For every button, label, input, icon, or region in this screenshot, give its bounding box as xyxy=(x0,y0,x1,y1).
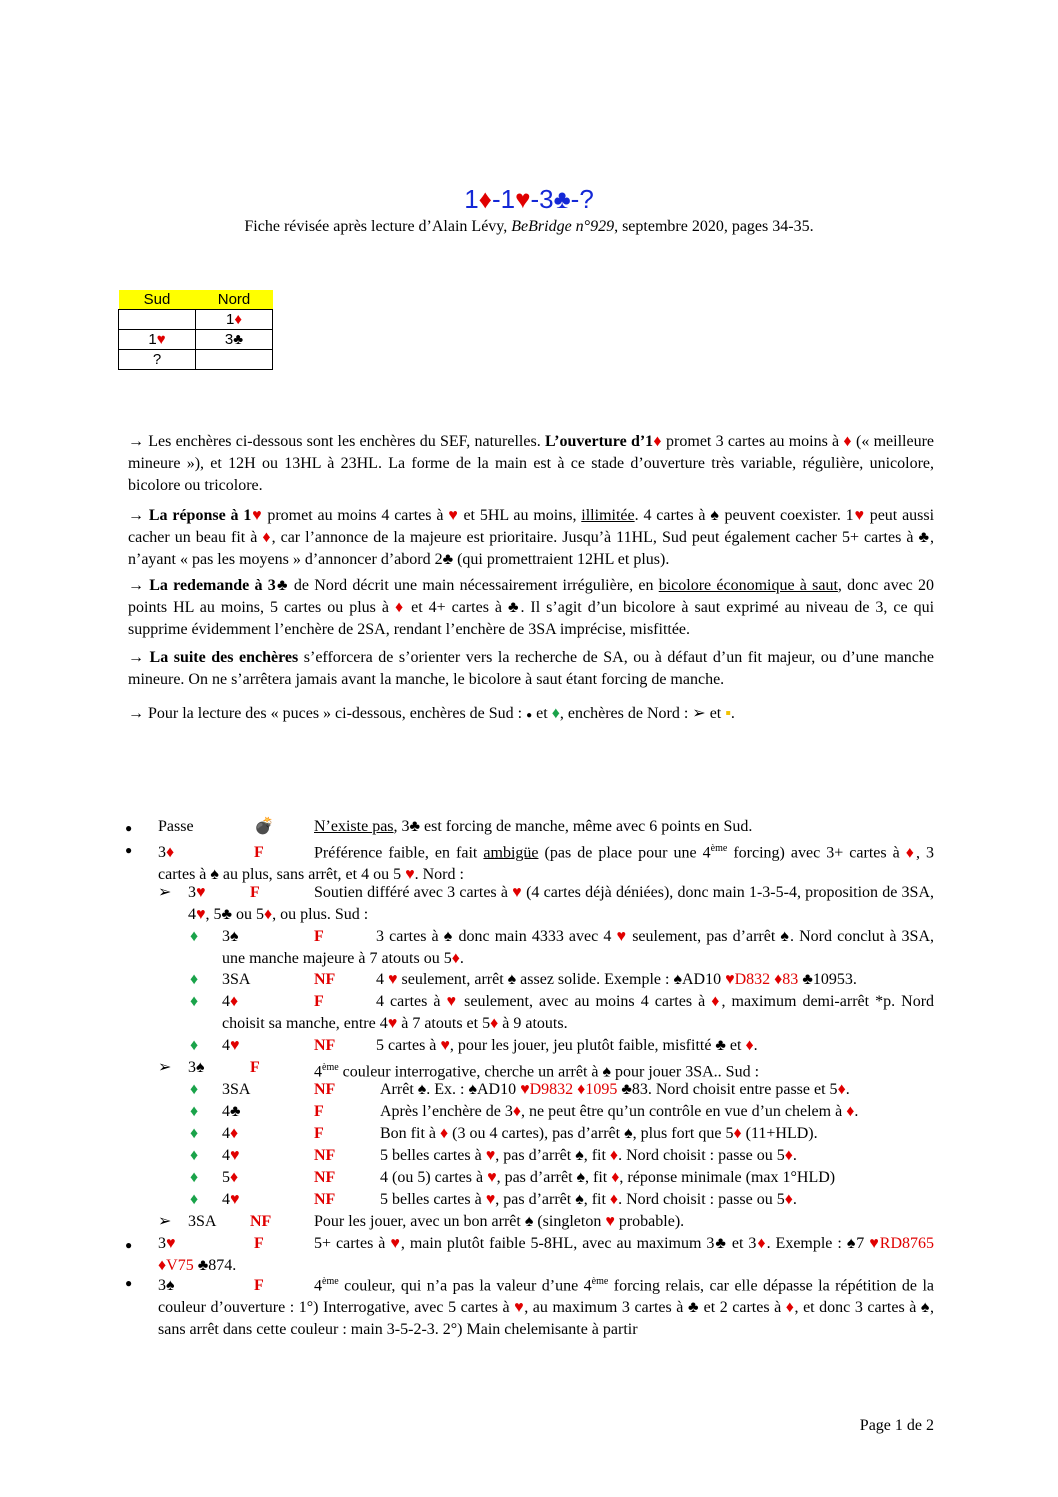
bid-tag: NF xyxy=(314,1191,336,1208)
sud-bullet: ● xyxy=(125,1276,133,1290)
bid-label: 4♥ xyxy=(222,1037,240,1054)
entry-text: 3♦ F Préférence faible, en fait ambigüe (pas de place pour une 4ème forcing) avec 3+ cartes à ♦, 3 cartes à ♠ au plus, sans arrêt, et 4 ou 5 ♥. Nord : xyxy=(158,843,935,884)
sud-bullet: ● xyxy=(125,821,133,835)
bid-tag: F xyxy=(250,1059,260,1076)
bid-label: 4♦ xyxy=(222,1125,239,1142)
sud-diamond-bullet: ♦ xyxy=(190,993,199,1010)
sud-bullet: ● xyxy=(125,1238,133,1252)
sud-diamond-bullet: ♦ xyxy=(190,971,199,988)
entry-text: N’existe pas, 3♣ est forcing de manche, même avec 6 points en Sud. xyxy=(314,818,753,835)
nord-bullet: ➢ xyxy=(158,1213,172,1230)
entry-text: 5 belles cartes à ♥, pas d’arrêt ♠, fit ♦. Nord choisit : passe ou 5♦. xyxy=(380,1191,797,1208)
bid-nord xyxy=(196,350,273,370)
bidding-row xyxy=(119,330,273,350)
bid-tag: F xyxy=(314,1103,324,1120)
bid-label: 5♦ xyxy=(222,1169,239,1186)
sud-diamond-bullet: ♦ xyxy=(190,1125,199,1142)
entry-text: Arrêt ♠. Ex. : ♠AD10 ♥D9832 ♦1095 ♣83. Nord choisit entre passe et 5♦. xyxy=(380,1081,850,1098)
bidding-table xyxy=(118,290,273,370)
bid-nord: 1♦ xyxy=(196,310,273,330)
bid-label: Passe xyxy=(158,818,194,835)
entry-text: 4♦ F 4 cartes à ♥ seulement, avec au moins 4 cartes à ♦, maximum demi-arrêt *p. Nord choisit sa manche, entre 4♥ à 7 atouts et 5♦ à 9 atouts. xyxy=(222,993,935,1032)
bid-label: 3SA xyxy=(222,1081,251,1098)
bidding-row xyxy=(119,350,273,370)
entry-text: 5 cartes à ♥, pour les jouer, jeu plutôt faible, misfitté ♣ et ♦. xyxy=(376,1037,758,1054)
sud-diamond-bullet: ♦ xyxy=(190,1081,199,1098)
page-footer: Page 1 de 2 xyxy=(859,1417,934,1434)
entry-text: Bon fit à ♦ (3 ou 4 cartes), pas d’arrêt ♠, plus fort que 5♦ (11+HLD). xyxy=(380,1125,818,1142)
bid-tag: NF xyxy=(314,1081,336,1098)
intro-paragraph: → Pour la lecture des « puces » ci-dessous, enchères de Sud : ● et ♦, enchères de Nord : ➢ et ▪. xyxy=(128,705,735,722)
bomb-icon: 💣 xyxy=(254,818,274,835)
subtitle: Fiche révisée après lecture d’Alain Lévy, BeBridge n°929, septembre 2020, pages 34-35. xyxy=(244,218,814,235)
sud-diamond-bullet: ♦ xyxy=(190,1147,199,1164)
bidding-header-row xyxy=(119,290,273,310)
entry-text: 3♥ F 5+ cartes à ♥, main plutôt faible 5-8HL, avec au maximum 3♣ et 3♦. Exemple : ♠7 ♥RD8765 ♦V75 ♣874. xyxy=(158,1235,935,1274)
bid-label: 3SA xyxy=(188,1213,217,1230)
sud-diamond-bullet: ♦ xyxy=(190,928,199,945)
sud-diamond-bullet: ♦ xyxy=(190,1191,199,1208)
bidding-row xyxy=(119,310,273,330)
bid-label: 3♠ xyxy=(188,1059,205,1076)
entry-text: 3♠ F 3 cartes à ♠ donc main 4333 avec 4 ♥ seulement, pas d’arrêt ♠. Nord conclut à 3SA, une manche majeure à 7 atouts ou 5♦. xyxy=(222,928,935,967)
bid-tag: NF xyxy=(314,1037,336,1054)
bid-tag: NF xyxy=(314,1169,336,1186)
bid-sud: ? xyxy=(119,350,196,370)
bid-label: 4♥ xyxy=(222,1191,240,1208)
header-sud: Sud xyxy=(119,290,196,310)
entry-text: 4 ♥ seulement, arrêt ♠ assez solide. Exemple : ♠AD10 ♥D832 ♦83 ♣10953. xyxy=(376,971,857,988)
bid-tag: NF xyxy=(314,1147,336,1164)
header-nord: Nord xyxy=(196,290,273,310)
sud-diamond-bullet: ♦ xyxy=(190,1037,199,1054)
intro-paragraph: → La redemande à 3♣ de Nord décrit une main nécessairement irrégulière, en bicolore économique à saut, donc avec 20 points HL au moins, 5 cartes ou plus à ♦ et 4+ cartes à ♣. Il s’agit d’un bicolore à saut exprimé au niveau de 3, ce qui supprime évidemment l’enchère de 2SA, rendant l’enchère de 3SA imprécise, misfittée. xyxy=(128,577,935,638)
bid-tag: NF xyxy=(250,1213,272,1230)
intro-paragraph: → Les enchères ci-dessous sont les enchères du SEF, naturelles. L’ouverture d’1♦ promet 3 cartes au moins à ♦ (« meilleure mineure »), et 12H ou 13HL à 23HL. La forme de la main est à ce stade d’ouverture très variable, régulière, unicolore, bicolore ou tricolore. xyxy=(128,433,935,494)
entry-text: 5 belles cartes à ♥, pas d’arrêt ♠, fit ♦. Nord choisit : passe ou 5♦. xyxy=(380,1147,797,1164)
bid-tag: F xyxy=(314,1125,324,1142)
bid-label: 3SA xyxy=(222,971,251,988)
entry-text: Pour les jouer, avec un bon arrêt ♠ (singleton ♥ probable). xyxy=(314,1213,685,1230)
page-title: 1♦-1♥-3♣-? xyxy=(464,184,594,214)
bid-sud xyxy=(119,310,196,330)
bid-tag: NF xyxy=(314,971,336,988)
sud-bullet: ● xyxy=(125,843,133,857)
bid-label: 4♣ xyxy=(222,1103,241,1120)
entry-text: 4ème couleur interrogative, cherche un arrêt à ♠ pour jouer 3SA.. Sud : xyxy=(314,1062,760,1081)
bid-label: 4♥ xyxy=(222,1147,240,1164)
intro-paragraph: → La réponse à 1♥ promet au moins 4 cartes à ♥ et 5HL au moins, illimitée. 4 cartes à ♠ peuvent coexister. 1♥ peut aussi cacher un beau fit à ♦, car l’annonce de la majeure est prioritaire. Jusqu’à 11HL, Sud peut également cacher 5+ cartes à ♣, n’ayant « pas les moyens » d’annoncer d’abord 2♣ (qui promettraient 12HL et plus). xyxy=(128,507,935,568)
bid-sud: 1♥ xyxy=(119,330,196,350)
nord-bullet: ➢ xyxy=(158,1059,172,1076)
entry-text: 3♠ F 4ème couleur, qui n’a pas la valeur d’une 4ème forcing relais, car elle dépasse la répétition de la couleur d’ouverture : 1°) Interrogative, avec 5 cartes à ♥, au maximum 3 cartes à ♣ et 2 cartes à ♦, et donc 3 cartes à ♠, sans arrêt dans cette couleur : main 3-5-2-3. 2°) Main chelemisante à partir xyxy=(158,1276,934,1339)
bid-nord: 3♣ xyxy=(196,330,273,350)
sud-diamond-bullet: ♦ xyxy=(190,1103,199,1120)
nord-bullet: ➢ xyxy=(158,884,172,901)
entry-text: 4 (ou 5) cartes à ♥, pas d’arrêt ♠, fit ♦, réponse minimale (max 1°HLD) xyxy=(380,1169,836,1186)
sud-diamond-bullet: ♦ xyxy=(190,1169,199,1186)
intro-paragraph: → La suite des enchères s’efforcera de s’orienter vers la recherche de SA, ou à défaut d’un fit majeur, ou d’une manche mineure. On ne s’arrêtera jamais avant la manche, le bicolore à saut étant forcing de manche. xyxy=(128,649,935,688)
entry-text: 3♥ F Soutien différé avec 3 cartes à ♥ (4 cartes déjà déniées), donc main 1-3-5-4, proposition de 3SA, 4♥, 5♣ ou 5♦, ou plus. Sud : xyxy=(188,884,935,923)
entry-text: Après l’enchère de 3♦, ne peut être qu’un contrôle en vue d’un chelem à ♦. xyxy=(380,1103,859,1120)
